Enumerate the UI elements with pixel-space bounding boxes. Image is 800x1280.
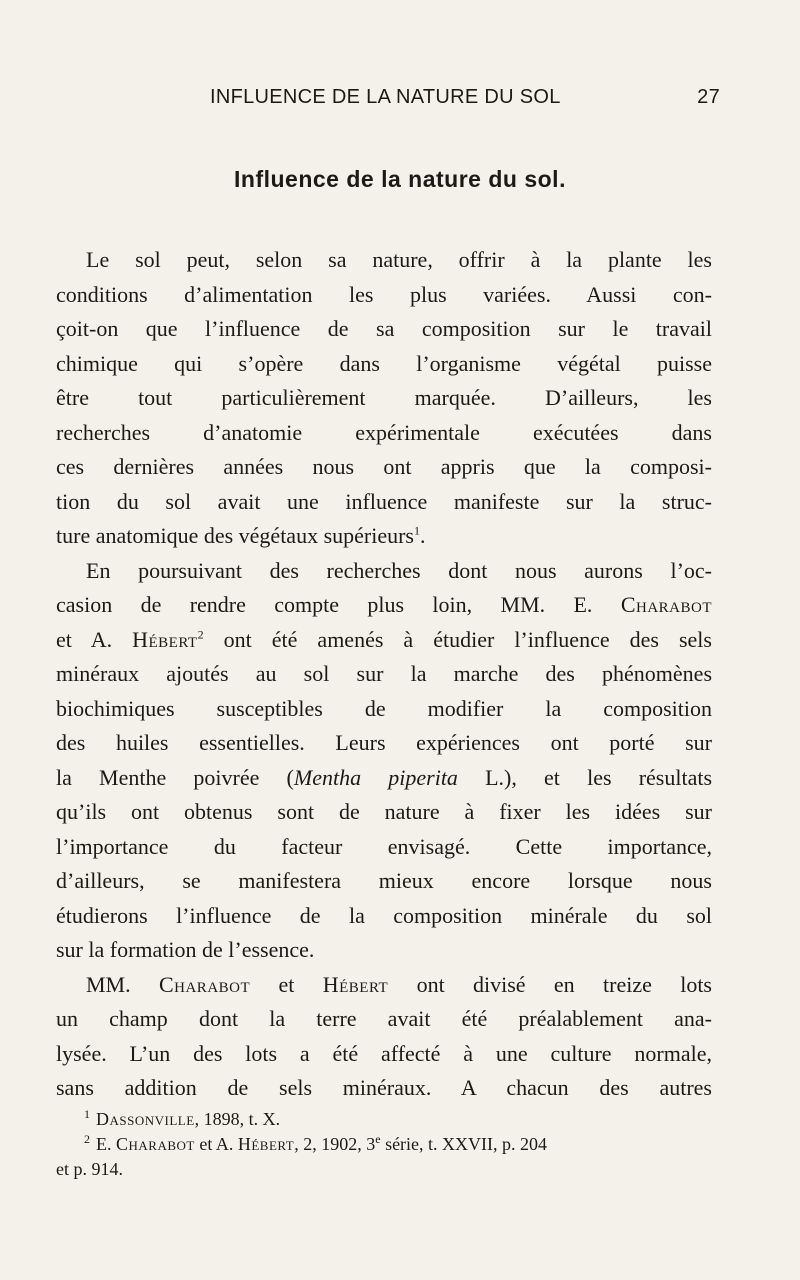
author-name: Charabot <box>158 971 251 997</box>
text-segment: L.), et les résultats <box>457 764 713 790</box>
text-line: minéraux ajoutés au sol sur la marche des phénomènes <box>56 661 712 686</box>
text-line: qu’ils ont obtenus sont de nature à fixer les idées sur <box>56 799 712 824</box>
text-line: un champ dont la terre avait été préalablement ana- <box>56 1006 712 1031</box>
footnote-number: 2 <box>84 1132 90 1146</box>
text-segment: , 2, 1902, 3 <box>294 1134 376 1154</box>
text-line: tion du sol avait une influence manifeste sur la struc- <box>56 488 712 514</box>
section-title: Influence de la nature du sol. <box>234 166 566 192</box>
author-name: Dassonville <box>96 1109 195 1129</box>
text-segment: et A. <box>56 626 133 652</box>
text-line: l’importance du facteur envisagé. Cette importance, <box>56 833 712 859</box>
footnote-ref-2: 2 <box>197 627 204 642</box>
text-line: sur la formation de l’essence. <box>56 937 315 962</box>
text-line <box>56 968 712 1003</box>
footnote-number: 1 <box>84 1107 90 1121</box>
superscript: e <box>375 1132 381 1146</box>
text-segment: E. <box>96 1134 116 1154</box>
text-line: être tout particulièrement marquée. D’ailleurs, les <box>56 385 712 410</box>
text-segment: MM. <box>86 971 159 997</box>
species-name: Mentha piperita <box>293 764 458 790</box>
text-segment: . <box>419 523 426 548</box>
text-line: conditions d’alimentation les plus variées. Aussi con- <box>56 281 712 307</box>
running-title: INFLUENCE DE LA NATURE DU SOL <box>210 86 561 108</box>
text-line: d’ailleurs, se manifestera mieux encore lorsque nous <box>56 868 712 893</box>
text-line <box>56 519 712 554</box>
text-segment: ont été amenés à étudier l’influence des sels <box>203 626 712 652</box>
running-header <box>60 86 720 116</box>
text-segment: la Menthe poivrée ( <box>56 764 294 790</box>
body-text <box>56 243 712 1106</box>
footnote-1 <box>56 1107 712 1132</box>
text-line <box>56 588 712 623</box>
text-line: lysée. L’un des lots a été affecté à une culture normale, <box>56 1040 712 1066</box>
author-name: Hébert <box>132 626 198 652</box>
text-line <box>56 623 712 658</box>
author-name: Charabot <box>620 592 712 617</box>
text-line: étudierons l’influence de la composition minérale du sol <box>56 902 712 928</box>
footnote-2-continued: et p. 914. <box>56 1159 123 1179</box>
text-line <box>56 761 712 796</box>
text-segment: série, t. XXVII, p. 204 <box>380 1134 548 1154</box>
footnotes <box>56 1107 712 1182</box>
author-name: Hébert <box>237 1134 295 1154</box>
text-segment: ture anatomique des végétaux supérieurs <box>56 523 414 548</box>
text-line: sans addition de sels minéraux. A chacun des autres <box>56 1075 712 1100</box>
text-line: recherches d’anatomie expérimentale exécutées dans <box>56 419 712 445</box>
text-line: Le sol peut, selon sa nature, offrir à la plante les <box>86 247 712 272</box>
page-number: 27 <box>697 86 720 108</box>
footnote-ref-1: 1 <box>413 523 420 538</box>
footnote-2 <box>56 1132 712 1157</box>
text-segment: ont divisé en treize lots <box>388 971 712 997</box>
text-line: chimique qui s’opère dans l’organisme végétal puisse <box>56 350 712 376</box>
author-name: Charabot <box>116 1134 195 1154</box>
text-segment: casion de rendre compte plus loin, MM. E. <box>56 592 621 617</box>
text-segment: et <box>250 971 323 997</box>
text-line: biochimiques susceptibles de modifier la composition <box>56 695 712 721</box>
text-line: ces dernières années nous ont appris que la composi- <box>56 454 712 479</box>
text-line: des huiles essentielles. Leurs expériences ont porté sur <box>56 730 712 755</box>
text-segment: et A. <box>194 1134 238 1154</box>
text-line: En poursuivant des recherches dont nous aurons l’oc- <box>86 557 712 583</box>
text-segment: , 1898, t. X. <box>194 1109 281 1129</box>
author-name: Hébert <box>322 971 389 997</box>
text-line: çoit-on que l’influence de sa composition sur le travail <box>56 316 712 341</box>
